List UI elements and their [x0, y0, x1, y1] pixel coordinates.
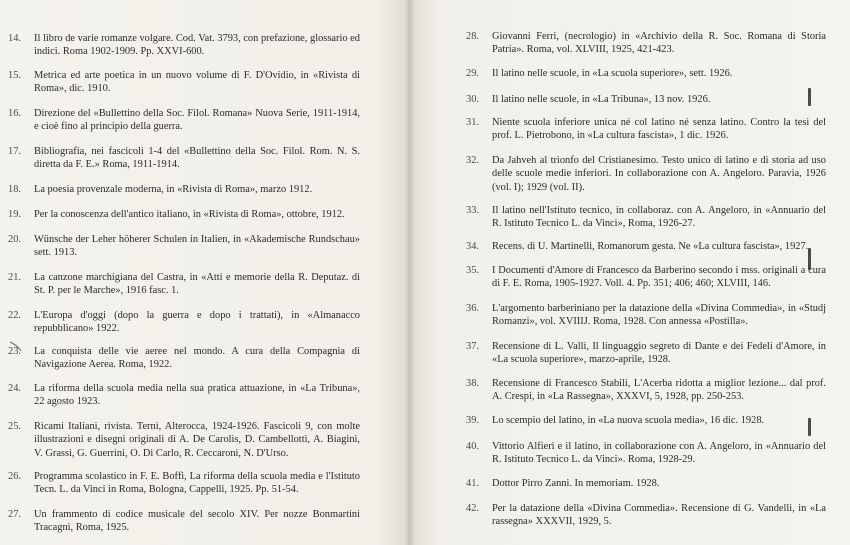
list-item: [8, 470, 360, 497]
entry-text: Lo scempio del latino, in «La nuova scuola media», 16 dic. 1928.: [492, 415, 765, 426]
entry-number: 24.: [8, 383, 21, 394]
entry-text: Per la conoscenza dell'antico italiano, in «Rivista di Roma», ottobre, 1912.: [34, 209, 345, 220]
entry-text: La conquista delle vie aeree nel mondo. A cura della Compagnia di Navigazione Aerea. Roma, 1922.: [34, 346, 360, 371]
entry-number: 36.: [466, 303, 479, 314]
list-item: [466, 240, 826, 253]
entry-number: 26.: [8, 471, 21, 482]
entry-number: 35.: [466, 265, 479, 276]
list-item: [8, 309, 360, 336]
list-item: [8, 420, 360, 460]
entry-text: Recens. di U. Martinelli, Romanorum gesta. Ne «La cultura fascista», 1927.: [492, 241, 809, 252]
entry-number: 19.: [8, 209, 21, 220]
entry-number: 21.: [8, 272, 21, 283]
list-item: [466, 154, 826, 194]
entry-number: 23.: [8, 346, 21, 357]
entry-text: La poesia provenzale moderna, in «Rivista di Roma», marzo 1912.: [34, 184, 313, 195]
entry-text: Direzione del «Bullettino della Soc. Filol. Romana» Nuova Serie, 1911-1914, e cioè fino al principio della guerra.: [34, 108, 360, 133]
entry-text: I Documenti d'Amore di Francesco da Barberino secondo i mss. originali a cura di F. E. Roma, 1905-1927. Voll. 4. Pp. 351; 406; 460; XLVIII, 146.: [492, 265, 826, 290]
list-item: [8, 32, 360, 59]
entry-text: Per la datazione della «Divina Commedia». Recensione di G. Vandelli, in «La rassegna» XXXVII, 1929, 5.: [492, 503, 826, 528]
entry-text: Giovanni Ferri, (necrologio) in «Archivio della R. Soc. Romana di Storia Patria». Roma, vol. XLVIII, 1925, 421-423.: [492, 31, 826, 56]
list-item: [466, 30, 826, 57]
list-item: [466, 377, 826, 404]
entry-number: 18.: [8, 184, 21, 195]
entry-number: 15.: [8, 70, 21, 81]
entry-text: Il latino nelle scuole, in «La scuola superiore», sett. 1926.: [492, 68, 733, 79]
entry-text: Un frammento di codice musicale del secolo XIV. Per nozze Bonmartini Tracagni, Roma, 1925.: [34, 509, 360, 534]
list-item: [466, 93, 826, 106]
list-item: [8, 145, 360, 172]
entry-text: Metrica ed arte poetica in un nuovo volume di F. D'Ovidio, in «Rivista di Roma», dic. 1910.: [34, 70, 360, 95]
entry-number: 31.: [466, 117, 479, 128]
list-item: [466, 414, 826, 427]
entry-number: 25.: [8, 421, 21, 432]
entry-number: 32.: [466, 155, 479, 166]
entry-text: Vittorio Alfieri e il latino, in collaborazione con A. Angeloro, in «Annuario del R. Istituto Tecnico L. da Vinci». Roma, 1928-29.: [492, 441, 826, 466]
list-item: [8, 107, 360, 134]
list-item: [466, 440, 826, 467]
list-item: [466, 502, 826, 529]
entry-number: 28.: [466, 31, 479, 42]
entry-text: Niente scuola inferiore unica né col latino né senza latino. Contro la tesi del prof. L. Pietrobono, in «La cultura fascista», 1 dic. 1926.: [492, 117, 826, 142]
list-item: [466, 67, 826, 80]
list-item: [466, 116, 826, 143]
entry-text: Il latino nelle scuole, in «La Tribuna», 13 nov. 1926.: [492, 94, 711, 105]
entry-number: 33.: [466, 205, 479, 216]
left-page: [0, 0, 412, 545]
list-item: [8, 233, 360, 260]
entry-number: 16.: [8, 108, 21, 119]
list-item: [8, 183, 360, 196]
entry-text: Recensione di L. Valli, Il linguaggio segreto di Dante e dei Fedeli d'Amore, in «La scuola superiore», marzo-aprile, 1928.: [492, 341, 826, 366]
entry-number: 34.: [466, 241, 479, 252]
entry-text: L'argomento barberiniano per la datazione della «Divina Commedia», in «Studj Romanzi», vol. XVIIIJ. Roma, 1928. Con annessa «Postilla».: [492, 303, 826, 328]
entry-number: 27.: [8, 509, 21, 520]
entry-number: 20.: [8, 234, 21, 245]
entry-number: 39.: [466, 415, 479, 426]
list-item: [8, 69, 360, 96]
entry-number: 40.: [466, 441, 479, 452]
entry-number: 30.: [466, 94, 479, 105]
entry-text: La canzone marchigiana del Castra, in «Atti e memorie della R. Deputaz. di St. P. per le Marche», 1916 fasc. 1.: [34, 272, 360, 297]
list-item: [466, 264, 826, 291]
entry-text: Dottor Pirro Zanni. In memoriam. 1928.: [492, 478, 660, 489]
entry-text: La riforma della scuola media nella sua pratica attuazione, in «La Tribuna», 22 agosto 1923.: [34, 383, 360, 408]
entry-text: Da Jahveh al trionfo del Cristianesimo. Testo unico di latino e di storia ad uso delle scuole medie inferiori. In collaborazione con A. Angeloro. Paravia, 1926 (vol. I); 1929 (vol. II).: [492, 155, 826, 193]
entry-number: 14.: [8, 33, 21, 44]
entry-number: 38.: [466, 378, 479, 389]
list-item: [8, 345, 360, 372]
entry-number: 22.: [8, 310, 21, 321]
entry-number: 17.: [8, 146, 21, 157]
list-item: [8, 208, 360, 221]
entry-number: 29.: [466, 68, 479, 79]
entry-text: Wünsche der Leher höherer Schulen in Italien, in «Akademische Rundschau» sett. 1913.: [34, 234, 360, 259]
entry-text: Ricami Italiani, rivista. Terni, Alterocca, 1924-1926. Fascicoli 9, con molte illustrazioni e disegni originali di A. De Carolis, D. Cambellotti, A. Biagini, V. Grassi, G. Guerrini, O. Di Carlo, R. Ceccaroni, N. D'Urso.: [34, 421, 360, 459]
entry-text: Recensione di Francesco Stabili, L'Acerba ridotta a miglior lezione... dal prof. A. Crespi, in «La Rassegna», XXXVI, 5, 1928, pp. 250-253.: [492, 378, 826, 403]
entry-text: L'Europa d'oggi (dopo la guerra e dopo i trattati), in «Almanacco repubblicano» 1922.: [34, 310, 360, 335]
list-item: [8, 271, 360, 298]
right-page: [410, 0, 850, 545]
list-item: [8, 382, 360, 409]
entry-number: 41.: [466, 478, 479, 489]
entry-text: Il libro de varie romanze volgare. Cod. Vat. 3793, con prefazione, glossario ed indici. Roma 1902-1909. Pp. XXVI-600.: [34, 33, 360, 58]
pencil-mark: [8, 340, 24, 354]
list-item: [8, 508, 360, 535]
entry-text: Bibliografia, nei fascicoli 1-4 del «Bullettino della Soc. Filol. Rom. N. S. diretta da F. E.» Roma, 1911-1914.: [34, 146, 360, 171]
entry-number: 42.: [466, 503, 479, 514]
list-item: [466, 302, 826, 329]
list-item: [466, 340, 826, 367]
entry-text: Programma scolastico in F. E. Boffi, La riforma della scuola media e l'Istituto Tecn. L. da Vinci in Roma, Bologna, Cappelli, 1925. Pp. 51-54.: [34, 471, 360, 496]
list-item: [466, 204, 826, 231]
list-item: [466, 477, 826, 490]
entry-text: Il latino nell'Istituto tecnico, in collaboraz. con A. Angeloro, in «Annuario del R. Istituto Tecnico L. da Vinci», Roma, 1926-27.: [492, 205, 826, 230]
entry-number: 37.: [466, 341, 479, 352]
